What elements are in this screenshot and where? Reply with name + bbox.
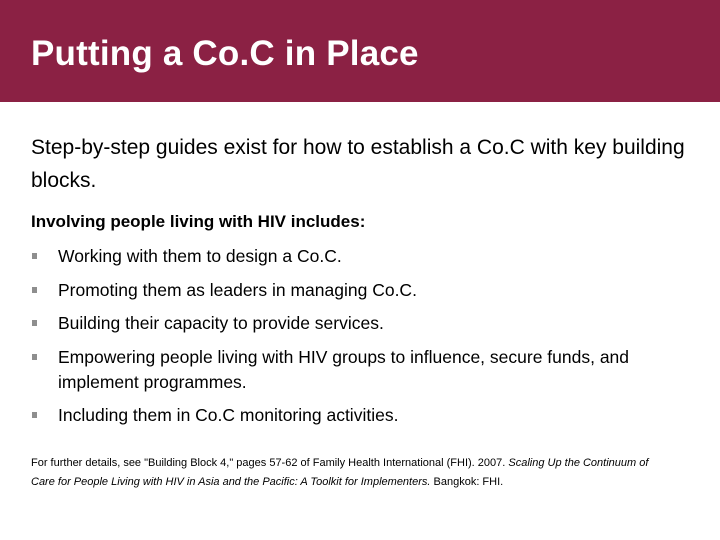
- bullet-text: Working with them to design a Co.C.: [58, 246, 342, 266]
- intro-paragraph: Step-by-step guides exist for how to establish a Co.C with key building blocks.: [31, 136, 685, 192]
- bullet-text: Building their capacity to provide services.: [58, 313, 384, 333]
- bullet-item-capacity: [31, 311, 691, 336]
- bullet-text: Empowering people living with HIV groups to influence, secure funds, and implement programmes.: [58, 346, 630, 392]
- bullet-item-monitoring: [31, 403, 691, 428]
- footnote-citation: [31, 454, 671, 492]
- slide-title: Putting a Co.C in Place: [31, 34, 419, 73]
- square-bullet-icon: [32, 253, 37, 259]
- bullet-text: Including them in Co.C monitoring activities.: [58, 405, 399, 425]
- bullet-text: Promoting them as leaders in managing Co.C.: [58, 279, 417, 300]
- footnote-suffix: Bangkok: FHI.: [430, 476, 504, 488]
- bullet-item-design: [31, 244, 691, 269]
- title-bar: [0, 0, 720, 102]
- bullet-item-empowering: [31, 345, 691, 395]
- square-bullet-icon: [32, 412, 37, 418]
- footnote-title: Scaling Up the Continuum of Care for People Living with HIV in Asia and the Pacific: A Toolkit for Implementers.: [31, 457, 649, 488]
- section-subheading: Involving people living with HIV includes:: [31, 212, 366, 231]
- footnote-prefix: For further details, see "Building Block 4," pages 57-62 of Family Health International (FHI). 2007.: [31, 457, 509, 469]
- square-bullet-icon: [32, 320, 37, 326]
- square-bullet-icon: [32, 287, 37, 293]
- bullet-item-leaders: [31, 278, 691, 303]
- bullet-list: [31, 244, 691, 437]
- square-bullet-icon: [32, 354, 37, 360]
